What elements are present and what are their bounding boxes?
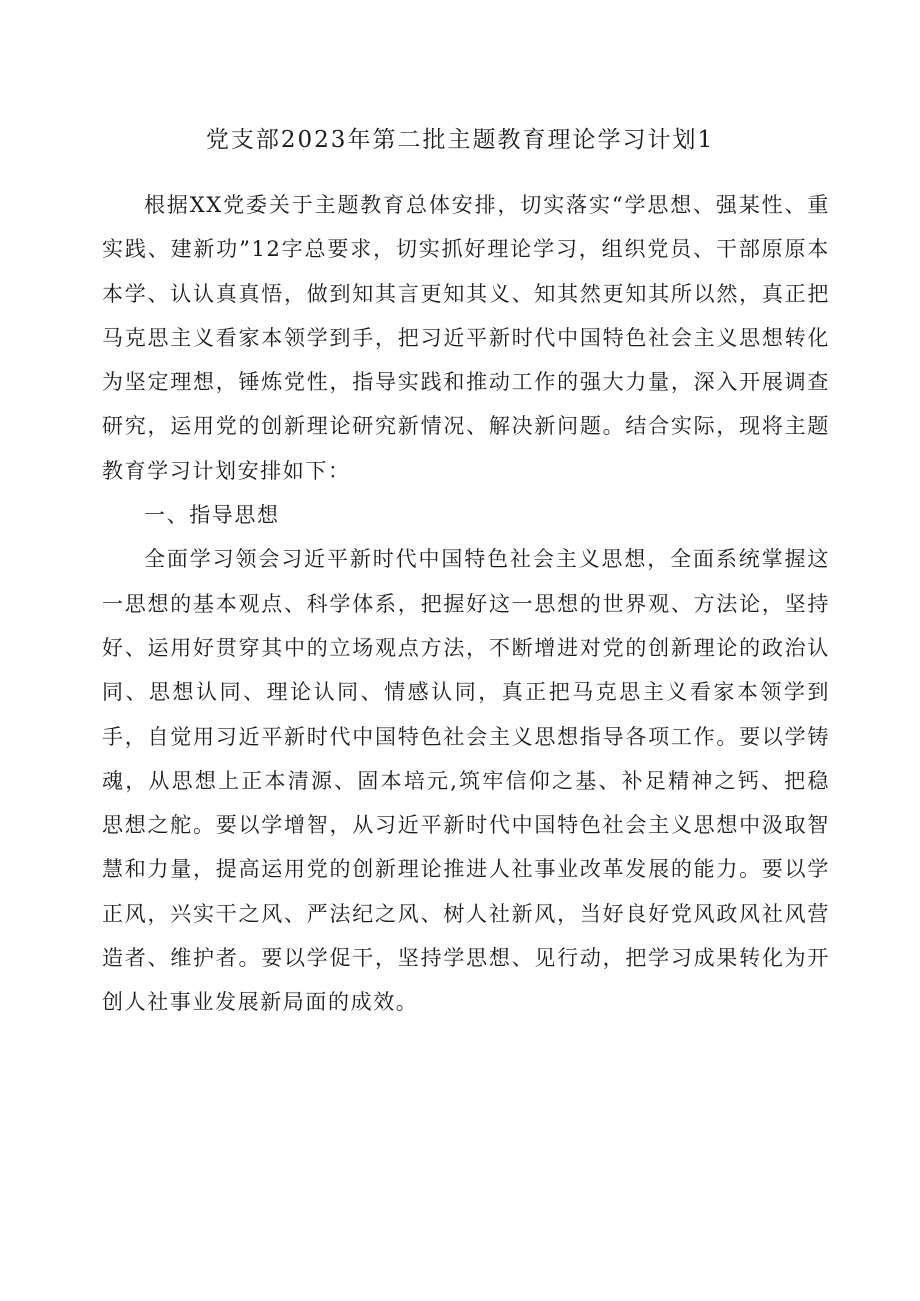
intro-paragraph: 根据XX党委关于主题教育总体安排，切实落实“学思想、强某性、重实践、建新功”12字总要求，切实抓好理论学习，组织党员、干部原原本本学、认认真真悟，做到知其言更知其义、知其然更知其所以然，真正把马克思主义看家本领学到手，把习近平新时代中国特色社会主义思想转化为坚定理想，锤炼党性，指导实践和推动工作的强大力量，深入开展调查研究，运用党的创新理论研究新情况、解决新问题。结合实际，现将主题教育学习计划安排如下： bbox=[102, 193, 830, 483]
section-heading-guiding-ideology: 一、指导思想 bbox=[144, 503, 280, 528]
guiding-ideology-paragraph: 全面学习领会习近平新时代中国特色社会主义思想，全面系统掌握这一思想的基本观点、科学体系，把握好这一思想的世界观、方法论，坚持好、运用好贯穿其中的立场观点方法，不断增进对党的创新理论的政治认同、思想认同、理论认同、情感认同，真正把马克思主义看家本领学到手，自觉用习近平新时代中国特色社会主义思想指导各项工作。要以学铸魂，从思想上正本清源、固本培元,筑牢信仰之基、补足精神之钙、把稳思想之舵。要以学增智，从习近平新时代中国特色社会主义思想中汲取智慧和力量，提高运用党的创新理论推进人社事业改革发展的能力。要以学正风，兴实干之风、严法纪之风、树人社新风，当好良好党风政风社风营造者、维护者。要以学促干，坚持学思想、见行动，把学习成果转化为开创人社事业发展新局面的成效。 bbox=[102, 547, 830, 1015]
document-title: 党支部2023年第二批主题教育理论学习计划1 bbox=[205, 127, 715, 153]
document-body bbox=[102, 183, 830, 1025]
